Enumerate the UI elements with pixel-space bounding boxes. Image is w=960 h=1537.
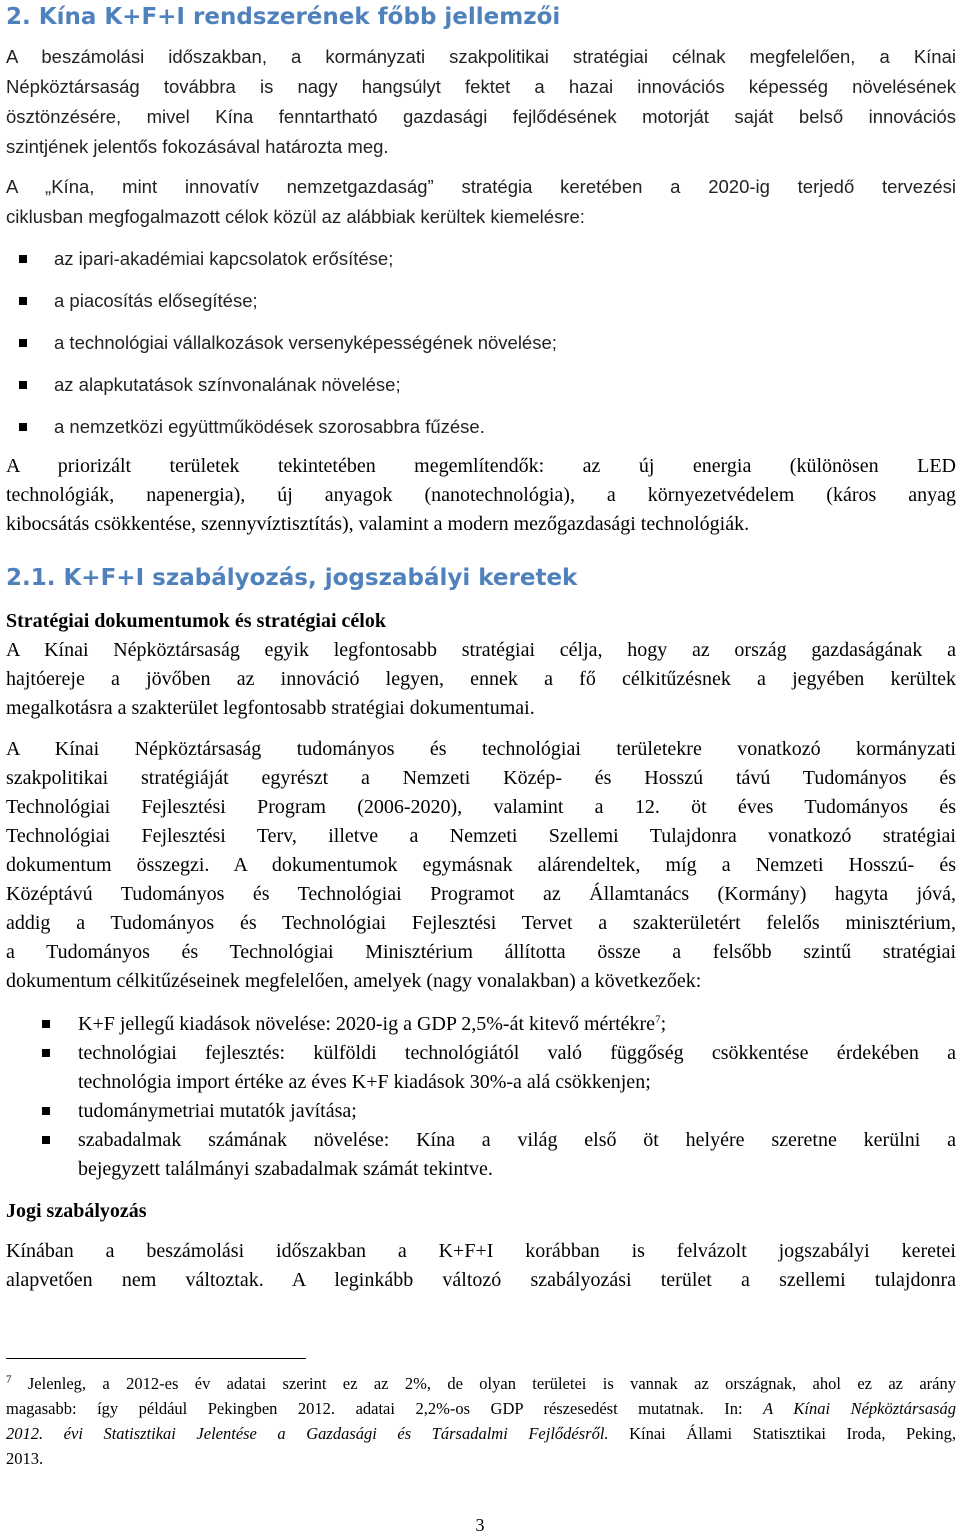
footnote-marker: 7 bbox=[6, 1373, 12, 1386]
page-number: 3 bbox=[475, 1515, 485, 1535]
section-2-paragraph-1: A beszámolási időszakban, a kormányzati szakpolitikai stratégiai célnak megfelelően, a Kínai Népköztársaság továbbra is nagy hangsúlyt fektet a hazai innovációs képesség növelésének ösztönzésére, mivel Kína fenntartható gazdasági fejlődésének motorját saját belső innovációs szintjének jelentős fokozásával határozta meg. bbox=[6, 46, 956, 157]
section-2-1-paragraph-1: A Kínai Népköztársaság egyik legfontosabb stratégiai célja, hogy az ország gazdaságának a hajtóereje a jövőben az innováció legyen, ennek a fő célkitűzésnek a jegyében kerültek megalkotásra a szakterület legfontosabb stratégiai dokumentumai. bbox=[6, 639, 956, 719]
list-item: a nemzetközi együttműködések szorosabbra fűzése. bbox=[6, 406, 956, 448]
section-2-1-heading: 2.1. K+F+I szabályozás, jogszabályi keretek bbox=[6, 565, 578, 591]
list-item: tudománymetriai mutatók javítása; bbox=[6, 1097, 956, 1126]
section-2-1-paragraph-3: Kínában a beszámolási időszakban a K+F+I korábban is felvázolt jogszabályi keretei alapvetően nem változtak. A leginkább változó szabályozási terület a szellemi tulajdonra bbox=[6, 1240, 956, 1291]
list-item: a piacosítás elősegítése; bbox=[6, 280, 956, 322]
square-bullet-icon bbox=[42, 1020, 50, 1028]
section-2-1-paragraph-2: A Kínai Népköztársaság tudományos és technológiai területekre vonatkozó kormányzati szakpolitikai stratégiáját egyrészt a Nemzeti Közép- és Hosszú távú Tudományos és Technológiai Fejlesztési Program (2006-2020), valamint a 12. öt éves Tudományos és Technológiai Fejlesztési Terv, illetve a Nemzeti Szellemi Tulajdonra vonatkozó stratégiai dokumentum összegzi. A dokumentumok egymásnak alárendeltek, míg a Nemzeti Hosszú- és Középtávú Tudományos és Technológiai Programot az Államtanács (Kormány) hagyta jóvá, addig a Tudományos és Technológiai Fejlesztési Tervet a szakterületért felelős minisztérium, a Tudományos és Technológiai Minisztérium állította össze a felsőbb szintű stratégiai dokumentum célkitűzéseinek megfelelően, amelyek (nagy vonalakban) a következőek: bbox=[6, 738, 956, 992]
priority-goals-list bbox=[6, 238, 956, 448]
list-item: K+F jellegű kiadások növelése: 2020-ig a GDP 2,5%-át kitevő mértékre$^7$; bbox=[6, 1010, 956, 1039]
square-bullet-icon bbox=[19, 339, 27, 347]
footnote-separator bbox=[6, 1358, 306, 1359]
square-bullet-icon bbox=[19, 255, 27, 263]
list-item: szabadalmak számának növelése: Kína a világ első öt helyére szeretne kerülni a bejegyzett találmányi szabadalmak számát tekintve. bbox=[6, 1126, 956, 1184]
section-2-heading: 2. Kína K+F+I rendszerének főbb jellemzői bbox=[6, 4, 561, 30]
list-item: az ipari-akadémiai kapcsolatok erősítése; bbox=[6, 238, 956, 280]
list-item: technológiai fejlesztés: külföldi technológiától való függőség csökkentése érdekében a technológia import értéke az éves K+F kiadások 30%-a alá csökkenjen; bbox=[6, 1039, 956, 1097]
subheading-strategic-documents: Stratégiai dokumentumok és stratégiai célok bbox=[6, 610, 386, 632]
square-bullet-icon bbox=[19, 423, 27, 431]
list-item: a technológiai vállalkozások versenyképességének növelése; bbox=[6, 322, 956, 364]
footnote: $^7$ Jelenleg, a 2012-es év adatai szerint ez az 2%, de olyan területei is vannak az országnak, ahol ez az arány magasabb: így például Pekingben 2012. adatai 2,2%-os GDP részesedést mutatnak. In: A Kínai Népköztársaság 2012. évi Statisztikai Jelentése a Gazdasági és Társadalmi Fejlődésről. Kínai Állami Statisztikai Iroda, Peking, 2013. bbox=[6, 1373, 957, 1468]
square-bullet-icon bbox=[19, 381, 27, 389]
square-bullet-icon bbox=[19, 297, 27, 305]
section-2-paragraph-2: A „Kína, mint innovatív nemzetgazdaság” stratégia keretében a 2020-ig terjedő tervezési ciklusban megfogalmazott célok közül az alábbiak kerültek kiemelésre: bbox=[6, 176, 956, 227]
strategic-goals-list bbox=[6, 1010, 956, 1184]
list-item: az alapkutatások színvonalának növelése; bbox=[6, 364, 956, 406]
subheading-legal-regulation: Jogi szabályozás bbox=[6, 1200, 147, 1222]
section-2-paragraph-3: A priorizált területek tekintetében megemlítendők: az új energia (különösen LED technológiák, napenergia), új anyagok (nanotechnológia), a környezetvédelem (káros anyag kibocsátás csökkentése, szennyvíztisztítás), valamint a modern mezőgazdasági technológiák. bbox=[6, 455, 956, 535]
square-bullet-icon bbox=[42, 1136, 50, 1144]
footnote-reference[interactable]: 7 bbox=[655, 1013, 661, 1026]
square-bullet-icon bbox=[42, 1049, 50, 1057]
square-bullet-icon bbox=[42, 1107, 50, 1115]
